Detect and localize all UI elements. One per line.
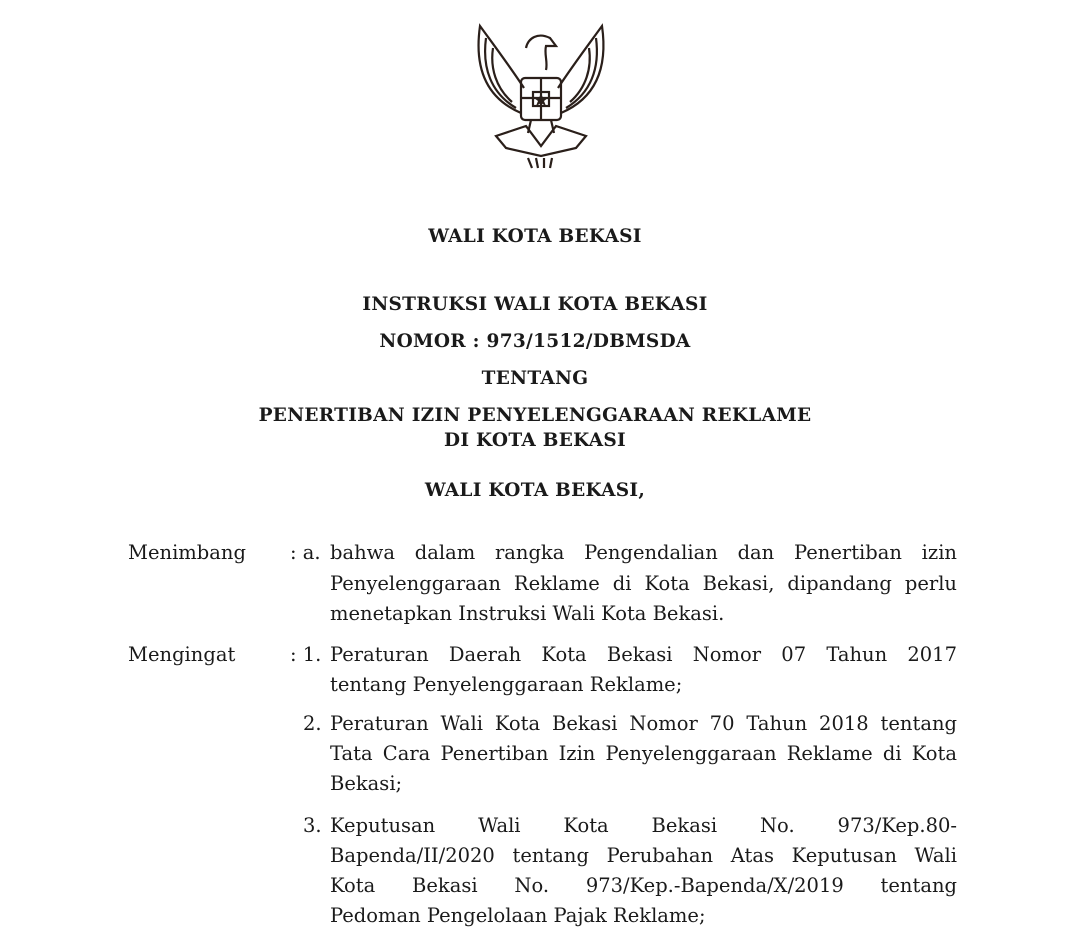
menimbang-line: bahwa dalam rangka Pengendalian dan Penertiban izin: [330, 541, 957, 564]
mengingat-marker-2: 2.: [303, 712, 322, 735]
mengingat-marker-1: : 1.: [290, 643, 322, 666]
mengingat-item-2-line: Peraturan Wali Kota Bekasi Nomor 70 Tahun 2018 tentang: [330, 712, 957, 735]
document-type: INSTRUKSI WALI KOTA BEKASI: [362, 294, 708, 315]
menimbang-line: Penyelenggaraan Reklame di Kota Bekasi, dipandang perlu: [330, 572, 957, 595]
issuer-heading: WALI KOTA BEKASI: [428, 226, 642, 247]
mengingat-item-1-line: tentang Penyelenggaraan Reklame;: [330, 673, 683, 696]
mengingat-label: Mengingat: [128, 643, 236, 666]
menimbang-marker: : a.: [290, 541, 321, 564]
subject-line-2: DI KOTA BEKASI: [443, 430, 627, 451]
document-number: NOMOR : 973/1512/DBMSDA: [379, 331, 691, 352]
mengingat-item-3-line: Pedoman Pengelolaan Pajak Reklame;: [330, 904, 706, 927]
mengingat-item-3-line: Bapenda/II/2020 tentang Perubahan Atas Keputusan Wali: [330, 844, 957, 867]
menimbang-line: menetapkan Instruksi Wali Kota Bekasi.: [330, 602, 725, 625]
mengingat-item-3-line: Keputusan Wali Kota Bekasi No. 973/Kep.80-: [330, 814, 957, 837]
about-heading: TENTANG: [481, 368, 589, 389]
mengingat-item-2-line: Tata Cara Penertiban Izin Penyelenggaraan Reklame di Kota: [330, 742, 957, 765]
subject-line-1: PENERTIBAN IZIN PENYELENGGARAAN REKLAME: [258, 405, 812, 426]
menimbang-label: Menimbang: [128, 541, 246, 564]
mengingat-item-3-line: Kota Bekasi No. 973/Kep.-Bapenda/X/2019 tentang: [330, 874, 957, 897]
mengingat-marker-3: 3.: [303, 814, 322, 837]
opening-heading: WALI KOTA BEKASI,: [424, 480, 646, 501]
garuda-emblem: [466, 18, 616, 173]
mengingat-item-2-line: Bekasi;: [330, 772, 403, 795]
mengingat-item-1-line: Peraturan Daerah Kota Bekasi Nomor 07 Tahun 2017: [330, 643, 957, 666]
